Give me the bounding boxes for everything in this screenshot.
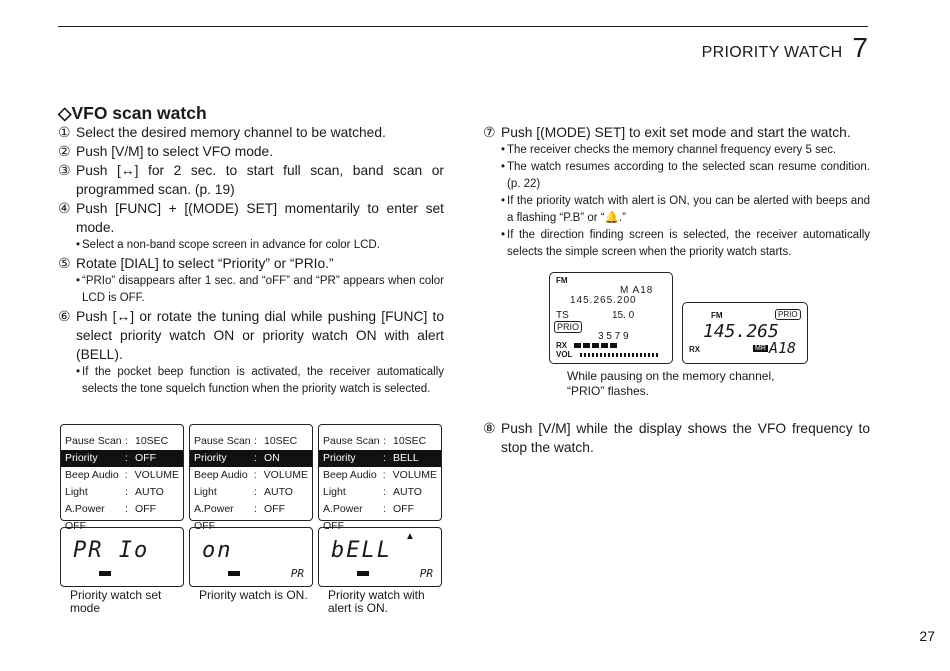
instruction-step [483,123,870,142]
menu-row [319,467,441,484]
menu-key: Light [194,486,217,498]
bullet-dot: • [76,366,81,378]
lcd-segment-text: PR Io [73,538,150,563]
bullet-note [483,142,870,159]
right-column [483,123,870,261]
instruction-step [58,161,444,199]
bullet-text: Select a non-band scope screen in advance for color LCD. [82,239,380,251]
bullet-text: The receiver checks the memory channel frequency every 5 sec. [507,144,837,156]
bullet-text: The watch resumes according to the selected scan resume condition. (p. 22) [507,161,870,190]
instruction-step [58,123,444,142]
lcd-display [60,527,184,587]
rx-label: RX [689,345,701,354]
menu-row [190,501,312,532]
menu-key: Priority [323,452,356,464]
chapter-number: 7 [852,32,868,63]
menu-row [61,501,183,532]
step-number: ① [58,125,71,140]
instruction-step [58,307,444,364]
menu-row [319,501,441,532]
mr-badge: MR [755,345,766,352]
menu-colon: : [125,503,128,515]
arrow-icon [357,571,369,576]
menu-row [61,467,183,484]
menu-colon: : [125,452,128,464]
pr-indicator: PR [290,567,304,580]
step-readout: 15. 0 [612,310,635,321]
lcd-segment-text: on [202,538,233,563]
menu-value: VOLUME [134,469,179,481]
menu-row [319,484,441,501]
menu-value: 10SEC [135,435,169,447]
display-caption: While pausing on the memory channel, “PRIO” flashes. [567,369,775,398]
pr-indicator: PR [419,567,433,580]
menu-key: A.Power OFF [323,503,363,532]
menu-key: Pause Scan [194,435,251,447]
fm-indicator: FM [556,276,568,285]
set-mode-screen [60,424,184,532]
menu-key: Beep Audio [323,469,377,481]
step-8 [483,419,870,457]
ts-indicator: TS [556,310,569,321]
arrow-icon [228,571,240,576]
menu-value: VOLUME [263,469,308,481]
bullet-text: If the direction finding screen is selected, the receiver automatically selects the simple screen when the priority watch starts. [507,229,870,258]
step-number: ④ [58,201,71,216]
menu-colon: : [383,503,386,515]
left-column [58,123,444,398]
section-title: ◇VFO scan watch [58,103,207,123]
bullet-dot: • [501,161,506,173]
header-title: PRIORITY WATCH [701,44,843,61]
channel-readout: A18 [769,339,797,357]
menu-colon: : [383,486,386,498]
menu-value: AUTO [393,486,422,498]
menu-value: OFF [264,503,285,515]
step-text: Push [FUNC] + [(MODE) SET] momentarily to enter set mode. [76,201,444,235]
menu-row [190,433,312,450]
menu-key: Priority [194,452,227,464]
step-number: ⑧ [483,421,496,436]
set-mode-screen [189,424,313,532]
step-text: Rotate [DIAL] to select “Priority” or “PRIo.” [76,256,334,271]
menu-key: Priority [65,452,98,464]
instruction-step [58,142,444,161]
prio-indicator: PRIO [554,321,582,333]
bullet-text: “PRIo” disappears after 1 sec. and “oFF” and “PR” appears when color LCD is OFF. [82,275,444,304]
bullet-dot: • [501,144,506,156]
frequency-readout: 145.265.200 [570,295,637,306]
menu-value: OFF [393,503,414,515]
menu-key: A.Power OFF [65,503,105,532]
lcd-display [189,527,313,587]
step-number: ⑤ [58,256,71,271]
receiver-display-vfo [682,302,808,364]
bullet-text: If the priority watch with alert is ON, you can be alerted with beeps and a flashing “P.B” or “🔔.” [507,195,870,224]
lcd-segment-text: bELL [331,538,392,563]
menu-colon: : [254,435,257,447]
bullet-text: If the pocket beep function is activated, the receiver automatically selects the tone squelch function when the priority watch is selected. [82,366,444,395]
step-text: Push [V/M] to select VFO mode. [76,144,274,159]
arrow-icon [99,571,111,576]
step-number: ③ [58,163,71,178]
prio-indicator: PRIO [775,309,801,320]
set-mode-screen [318,424,442,532]
bullet-note [483,227,870,261]
menu-value: 10SEC [393,435,427,447]
menu-colon: : [382,469,386,481]
step-text: Push [V/M] while the display shows the VFO frequency to stop the watch. [501,421,870,455]
menu-row [319,433,441,450]
menu-colon: : [124,469,128,481]
menu-value: BELL [393,452,419,464]
menu-key: A.Power OFF [194,503,234,532]
screen-caption: Priority watch with alert is ON. [328,588,425,615]
bell-icon: ▲ [405,531,415,542]
bullet-dot: • [501,229,506,241]
bullet-dot: • [76,275,81,287]
screen-caption: Priority watch is ON. [199,588,308,602]
menu-row [190,467,312,484]
step-number: ⑥ [58,309,71,324]
number-row: 3 5 7 9 [598,331,629,342]
volume-meter [580,353,658,357]
menu-colon: : [254,452,257,464]
signal-meter [574,343,618,348]
menu-value: 10SEC [264,435,298,447]
menu-row [61,450,183,467]
instruction-step [58,254,444,273]
menu-value: OFF [135,503,156,515]
menu-colon: : [383,435,386,447]
vol-label: VOL [556,350,573,359]
memory-channel: M A18 [620,285,654,296]
frequency-readout: 145.265 [703,321,779,342]
menu-colon: : [383,452,386,464]
menu-value: OFF [135,452,156,464]
menu-row [190,484,312,501]
menu-value: AUTO [135,486,164,498]
screen-caption: Priority watch set mode [70,588,162,615]
bullet-dot: • [501,195,506,207]
step-number: ⑦ [483,125,496,140]
step-text: Push [↔] or rotate the tuning dial while pushing [FUNC] to select priority watch ON or priority watch ON with alert (BELL). [76,309,444,362]
page-number: 27 [919,628,935,644]
menu-row [319,450,441,467]
bullet-note [58,273,444,307]
menu-value: VOLUME [392,469,437,481]
menu-row [190,450,312,467]
step-text: Select the desired memory channel to be watched. [76,125,386,140]
page-header [702,34,868,62]
menu-key: Pause Scan [65,435,122,447]
step-text: Push [↔] for 2 sec. to start full scan, band scan or programmed scan. (p. 19) [76,163,444,197]
menu-value: AUTO [264,486,293,498]
menu-key: Light [323,486,346,498]
top-rule [58,26,868,27]
instruction-step [58,199,444,237]
lcd-display [318,527,442,587]
bullet-note [483,193,870,227]
bullet-note [483,159,870,193]
menu-key: Beep Audio [65,469,119,481]
fm-indicator: FM [711,311,723,320]
receiver-display-memory [549,272,673,364]
bullet-note [58,364,444,398]
menu-colon: : [125,486,128,498]
menu-key: Light [65,486,88,498]
menu-value: ON [264,452,280,464]
menu-row [61,484,183,501]
bullet-dot: • [76,239,81,251]
menu-colon: : [253,469,257,481]
bullet-note [58,237,444,254]
menu-key: Pause Scan [323,435,380,447]
menu-colon: : [254,503,257,515]
menu-colon: : [125,435,128,447]
menu-row [61,433,183,450]
step-text: Push [(MODE) SET] to exit set mode and start the watch. [501,125,851,140]
step-number: ② [58,144,71,159]
rx-label: RX [556,341,568,350]
menu-colon: : [254,486,257,498]
menu-key: Beep Audio [194,469,248,481]
